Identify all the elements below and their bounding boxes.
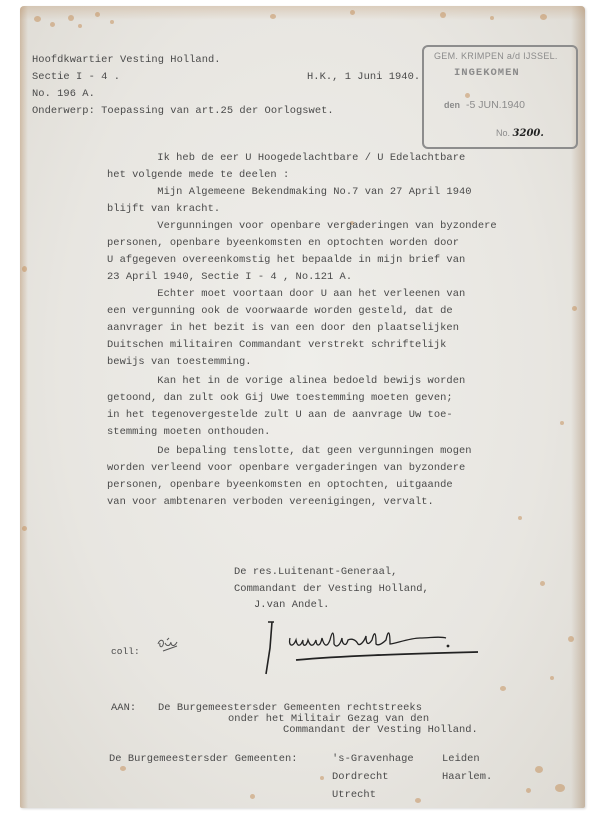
stamp-number-handwritten: 3200. [512,128,544,139]
body-line: het volgende mede te deelen : [107,169,290,181]
body-line: Mijn Algemeene Bekendmaking No.7 van 27 April 1940 [107,186,472,198]
signatory-name: J.van Andel. [254,599,330,611]
body-line: Ik heb de eer U Hoogedelachtbare / U Edelachtbare [107,152,466,164]
aan-line-2: onder het Militair Gezag van den [228,713,430,725]
handwritten-signature [260,618,490,678]
section-line: Sectie I - 4 . [32,71,120,83]
cc-label: De Burgemeestersder Gemeenten: [109,753,298,765]
city: Leiden [442,753,480,765]
subject-line: Onderwerp: Toepassing van art.25 der Oorlogswet. [32,105,334,117]
aan-line-3: Commandant der Vesting Holland. [283,724,478,736]
city: Haarlem. [442,771,493,783]
signatory-rank: De res.Luitenant-Generaal, [234,566,398,578]
body-line: Vergunningen voor openbare vergaderingen van byzondere [107,220,497,232]
body-line: worden verleend voor openbare vergaderingen van byzondere [107,462,466,474]
body-line: in het tegenovergestelde zult U aan de aanvrage Uw toe- [107,409,453,421]
aan-line-1: De Burgemeestersder Gemeenten rechtstreeks [158,702,422,714]
city: 's-Gravenhage [332,753,414,765]
reference-number: No. 196 A. [32,88,95,100]
body-line: Echter moet voortaan door U aan het verleenen van [107,288,466,300]
stamp-date-label: den [444,100,461,110]
body-line: een vergunning ook de voorwaarde worden gesteld, dat de [107,305,453,317]
stamp-number-label: No. [496,128,511,138]
stamp-number-row [496,128,544,139]
body-line: Duitschen militairen Commandant verstrekt schriftelijk [107,339,447,351]
body-line: aanvrager in het bezit is van een door den plaatselijken [107,322,459,334]
body-line: U afgegeven overeenkomstig het bepaalde in mijn brief van [107,254,466,266]
body-line: Kan het in de vorige alinea bedoeld bewijs worden [107,375,466,387]
stamp-municipality: GEM. KRIMPEN a/d IJSSEL. [434,51,558,61]
stamp-date-row [444,99,525,111]
place-date: H.K., 1 Juni 1940. [307,71,421,83]
body-line: bewijs van toestemming. [107,356,252,368]
paper-edge-stain [20,6,28,808]
signatory-role: Commandant der Vesting Holland, [234,583,429,595]
letter-page [20,6,585,808]
sender-line: Hoofdkwartier Vesting Holland. [32,54,221,66]
body-line: stemming moeten onthouden. [107,426,271,438]
body-line: De bepaling tenslotte, dat geen vergunningen mogen [107,445,472,457]
incoming-stamp [422,45,578,149]
stamp-date: -5 JUN.1940 [466,99,525,111]
collation-initials [155,634,185,656]
body-line: personen, openbare byeenkomsten en optochten worden door [107,237,459,249]
body-line: getoond, dan zult ook Gij Uwe toestemming moeten geven; [107,392,453,404]
city: Dordrecht [332,771,389,783]
body-line: 23 April 1940, Sectie I - 4 , No.121 A. [107,271,353,283]
coll-label: coll: [111,646,140,657]
aan-label: AAN: [111,702,137,714]
city: Utrecht [332,789,376,801]
paper-edge-stain [20,6,585,20]
body-line: van voor ambtenaren verboden vereenigingen, vervalt. [107,496,434,508]
stamp-status: INGEKOMEN [454,67,520,79]
body-line: personen, openbare byeenkomsten en optochten, uitgaande [107,479,453,491]
body-line: blijft van kracht. [107,203,221,215]
